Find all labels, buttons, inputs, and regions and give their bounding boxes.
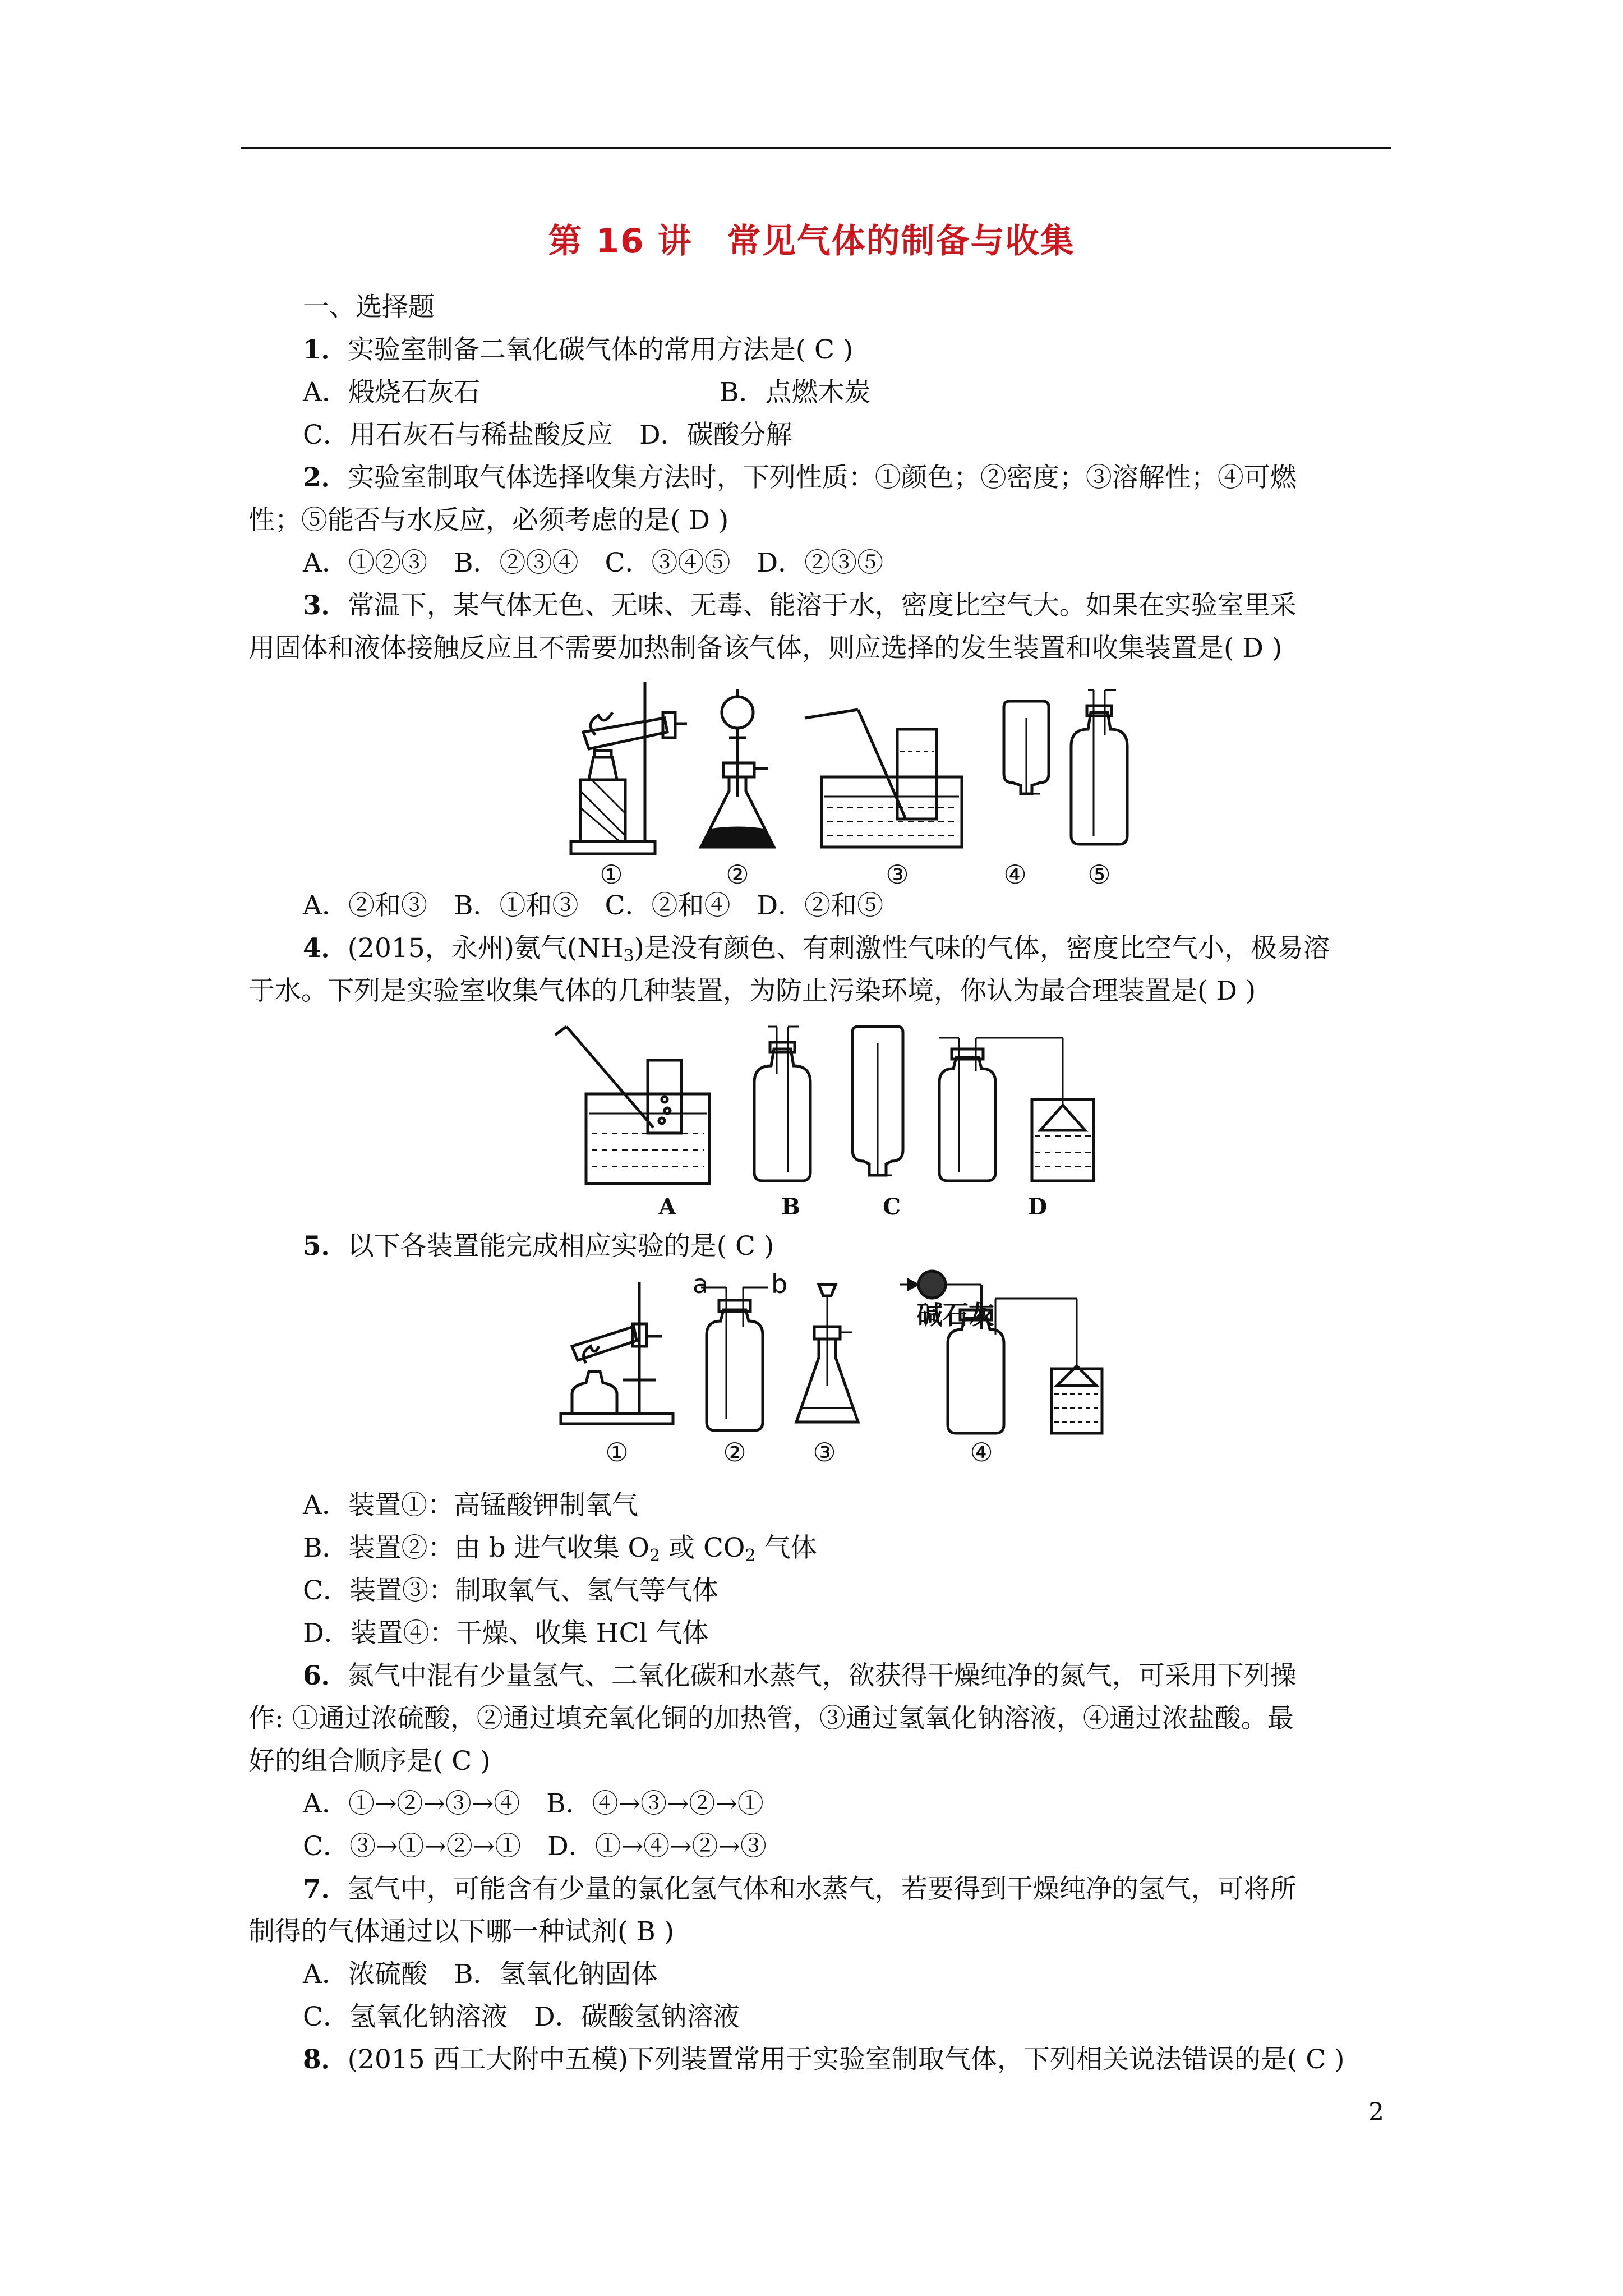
q6-stem-line1: 6．氮气中混有少量氢气、二氧化碳和水蒸气，欲获得干燥纯净的氮气，可采用下列操 (303, 1660, 1297, 1691)
q1-stem: 1．实验室制备二氧化碳气体的常用方法是( C ) (303, 334, 854, 365)
q2-stem-line2: 性；⑤能否与水反应，必须考虑的是( D ) (248, 505, 729, 536)
q3-label-2: ② (726, 859, 749, 890)
q4-stem-line2: 于水。下列是实验室收集气体的几种装置，为防止污染环境，你认为最合理装置是( D ) (248, 976, 1256, 1006)
q5-device-2 (701, 1287, 768, 1430)
q2-stem-line1: 2．实验室制取气体选择收集方法时，下列性质：①颜色；②密度；③溶解性；④可燃 (303, 462, 1297, 493)
q7-stem-line1: 7．氢气中，可能含有少量的氯化氢气体和水蒸气，若要得到干燥纯净的氢气，可将所 (303, 1874, 1297, 1904)
q4-device-b (754, 1027, 810, 1181)
q4-device-c (852, 1027, 903, 1175)
q5-stem: 5．以下各装置能完成相应实验的是( C ) (303, 1231, 774, 1262)
q3-label-5: ⑤ (1087, 859, 1111, 890)
q6-stem-line2: 作: ①通过浓硫酸，②通过填充氧化铜的加热管，③通过氢氧化钠溶液，④通过浓盐酸。最 (248, 1703, 1294, 1734)
q5-label-1: ① (605, 1437, 629, 1467)
q5-label-2: ② (723, 1437, 746, 1467)
q3-options: A．②和③ B．①和③ C．②和④ D．②和⑤ (303, 890, 884, 921)
q3-label-4: ④ (1003, 859, 1027, 890)
q7-stem-line2: 制得的气体通过以下哪一种试剂( B ) (248, 1916, 675, 1947)
q3-device-1 (571, 682, 687, 854)
q4-apparatus-figure (552, 1021, 1119, 1225)
q4-device-d (939, 1038, 1094, 1181)
q2-options: A．①②③ B．②③④ C．③④⑤ D．②③⑤ (303, 547, 884, 578)
q3-stem-line1: 3．常温下，某气体无色、无味、无毒、能溶于水，密度比空气大。如果在实验室里采 (303, 590, 1297, 621)
q5-label-3: ③ (813, 1437, 836, 1467)
q8-stem: 8．(2015 西工大附中五模)下列装置常用于实验室制取气体，下列相关说法错误的是( C ) (303, 2044, 1345, 2075)
q5-option-a: A．装置①：高锰酸钾制氧气 (303, 1490, 638, 1521)
q5-apparatus-figure (555, 1269, 1122, 1472)
q6-stem-line3: 好的组合顺序是( C ) (248, 1746, 491, 1777)
q3-device-4 (1004, 701, 1049, 794)
q6-options-line2: C．③→①→②→① D．①→④→②→③ (303, 1831, 767, 1862)
q5-option-c: C．装置③：制取氧气、氢气等气体 (303, 1575, 718, 1606)
q3-label-1: ① (600, 859, 623, 890)
q1-option-a: A．煅烧石灰石 (303, 377, 480, 408)
q1-options-cd: C．用石灰石与稀盐酸反应 D．碳酸分解 (303, 420, 792, 450)
section-heading: 一、选择题 (303, 292, 435, 323)
page-title: 第 16 讲 常见气体的制备与收集 (548, 222, 1075, 261)
header-rule (241, 147, 1391, 149)
q5-label-4: ④ (970, 1437, 993, 1467)
q5-tag-lime: 碱石灰 (917, 1300, 994, 1330)
q6-options-line1: A．①→②→③→④ B．④→③→②→① (303, 1788, 764, 1819)
q5-device-3 (796, 1285, 858, 1422)
q5-device-4 (900, 1271, 1102, 1433)
q4-label-d: D (1027, 1194, 1048, 1220)
q3-apparatus-figure (566, 679, 1161, 889)
q4-label-c: C (883, 1194, 901, 1220)
q3-label-3: ③ (886, 859, 909, 890)
q5-option-b: B．装置②：由 b 进气收集 $O_2$ 或 $CO_2$ 气体 (303, 1533, 817, 1566)
q4-device-a (555, 1027, 709, 1184)
q3-device-2 (701, 689, 774, 847)
q5-device-1 (561, 1282, 673, 1424)
q5-tag-b: b (771, 1269, 788, 1299)
q1-option-b: B．点燃木炭 (720, 377, 871, 408)
q4-label-b: B (781, 1194, 800, 1220)
q5-tag-a: a (693, 1269, 709, 1299)
q4-label-a: A (658, 1194, 676, 1220)
q5-option-d: D．装置④：干燥、收集 HCl 气体 (303, 1618, 709, 1649)
q3-device-5 (1071, 690, 1127, 844)
q3-stem-line2: 用固体和液体接触反应且不需要加热制备该气体，则应选择的发生装置和收集装置是( D ) (248, 633, 1283, 664)
q7-options-line2: C．氢氧化钠溶液 D．碳酸氢钠溶液 (303, 2001, 740, 2032)
q3-device-3 (805, 710, 962, 847)
q7-options-line1: A．浓硫酸 B．氢氧化钠固体 (303, 1959, 658, 1990)
q4-stem-line1: 4．(2015，永州)氨气$(NH_3)$是没有颜色、有刺激性气味的气体，密度比空气小，极易溶 (303, 933, 1330, 966)
page-number: 2 (1368, 2098, 1384, 2127)
